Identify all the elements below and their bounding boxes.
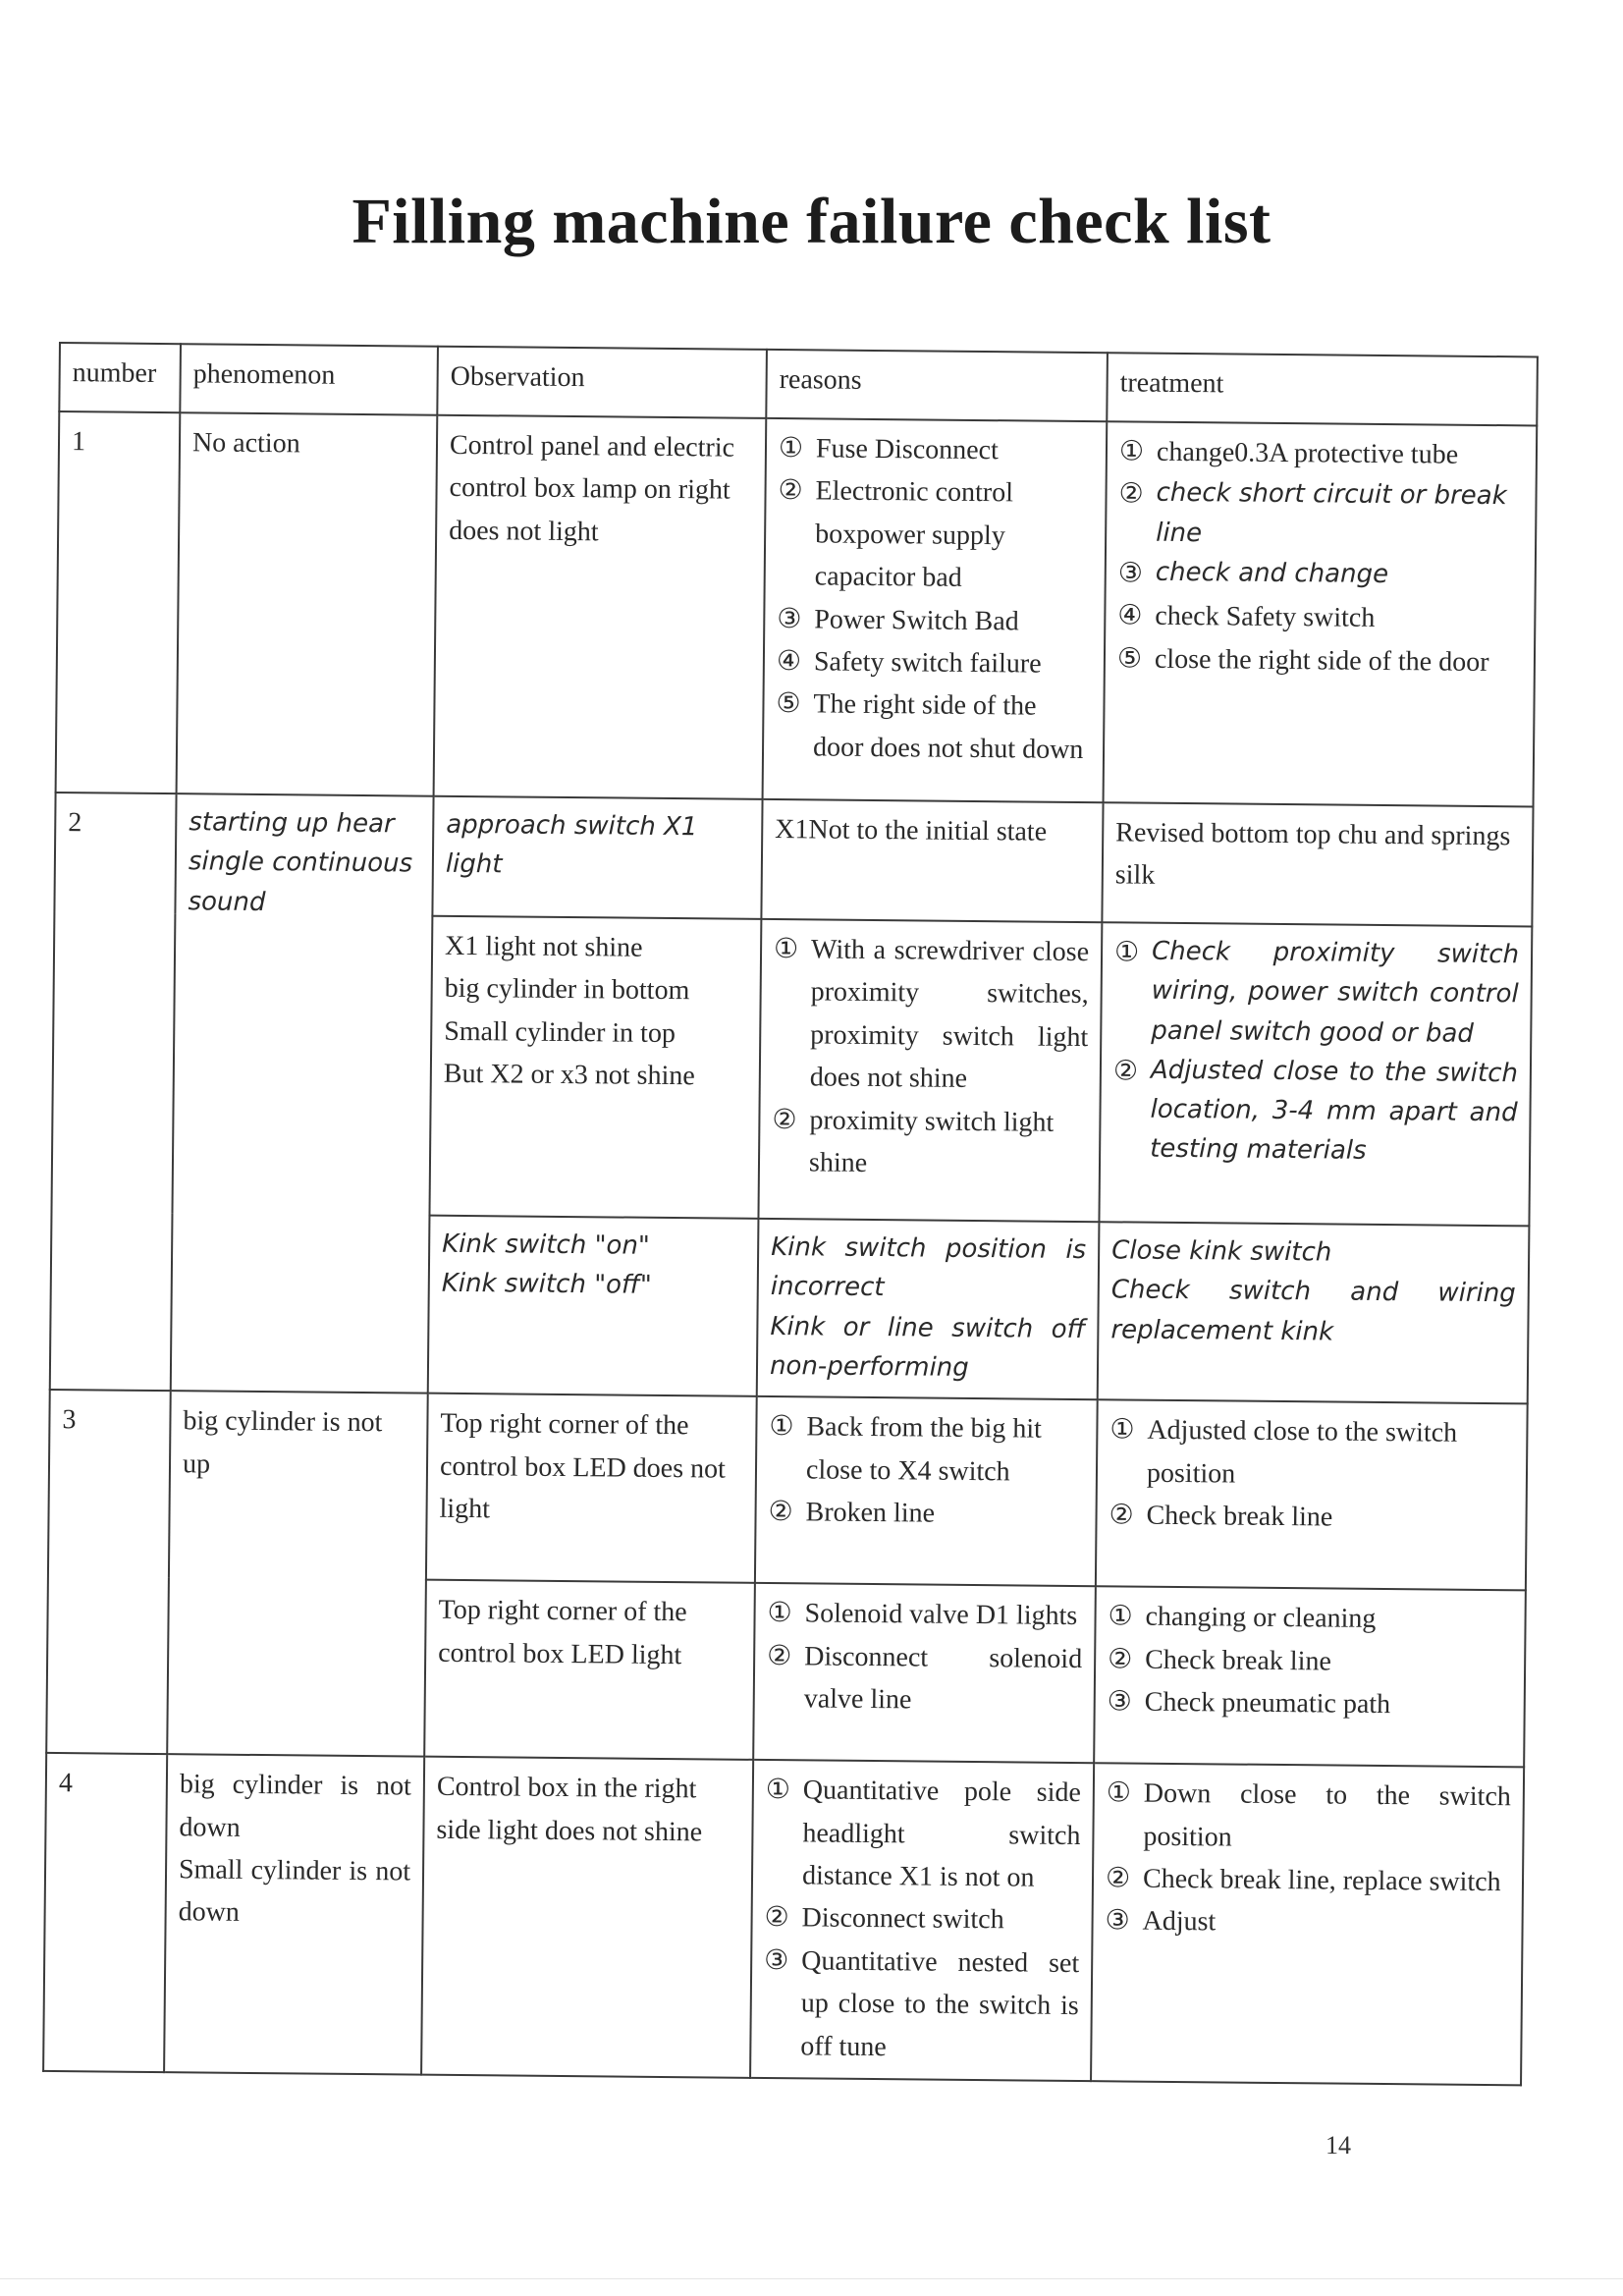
list-marker: ①: [1108, 1601, 1133, 1632]
list-item: proximity switch light shine: [808, 1104, 1055, 1178]
header-observation: Observation: [437, 347, 767, 418]
row1-treatment: [1104, 421, 1538, 806]
table-wrapper: [42, 342, 1537, 2086]
list-item: Kink switch "off": [441, 1269, 652, 1301]
list-marker: ①: [1106, 1777, 1132, 1809]
list-marker: ②: [772, 1104, 797, 1135]
row2-sub2-reasons: [758, 919, 1102, 1222]
row4-treatment: [1091, 1763, 1524, 2085]
list-item: Check break line, replace switch: [1142, 1863, 1501, 1898]
list-marker: ②: [767, 1640, 792, 1671]
list-item: Close kink switch: [1111, 1235, 1332, 1268]
scan-edge-divider: [0, 2278, 1623, 2279]
row1-phenomenon: No action: [177, 412, 438, 795]
list-item: change0.3A protective tube: [1156, 436, 1459, 470]
list-item: check Safety switch: [1155, 601, 1376, 634]
list-item: The right side of the door does not shut down: [812, 688, 1084, 765]
row2-sub1-observation: approach switch X1 light: [432, 796, 762, 919]
row3-number: 3: [46, 1390, 171, 1754]
list-marker: ③: [764, 1944, 789, 1976]
list-item: Quantitative pole side headlight switch distance X1 is not on: [801, 1775, 1082, 1893]
list-item: big cylinder in bottom: [444, 973, 690, 1007]
list-marker: ③: [1107, 1686, 1133, 1718]
row3-sub2-reasons: [753, 1583, 1096, 1763]
list-marker: ③: [1117, 558, 1144, 589]
row1-number: 1: [56, 411, 181, 793]
list-item: Down close to the switch position: [1143, 1777, 1511, 1853]
list-marker: ⑤: [1116, 643, 1143, 675]
list-marker: ②: [778, 475, 803, 507]
header-phenomenon: phenomenon: [180, 344, 438, 415]
list-item: Broken line: [805, 1497, 936, 1529]
row4-number: 4: [43, 1753, 167, 2072]
list-marker: ①: [773, 934, 799, 965]
list-item: X1 light not shine: [444, 930, 643, 963]
list-marker: ②: [1118, 478, 1144, 511]
list-item: Small cylinder is not down: [178, 1854, 411, 1929]
list-item: Kink switch position is incorrect: [770, 1232, 1087, 1303]
list-item: Kink switch "on": [442, 1229, 650, 1261]
list-item: Kink or line switch off non-performing: [769, 1311, 1086, 1383]
list-item: Safety switch failure: [813, 646, 1042, 680]
table-row: [48, 1390, 1528, 1590]
list-marker: ①: [1113, 937, 1140, 968]
row4-phenomenon: [164, 1754, 424, 2074]
row2-sub2-treatment: [1099, 922, 1532, 1226]
row3-sub2-observation: Top right corner of the control box LED light: [424, 1580, 755, 1760]
list-marker: ②: [768, 1496, 793, 1528]
table-row: [43, 1753, 1524, 2085]
page-number: 14: [1325, 2131, 1351, 2159]
list-item: Adjust: [1142, 1906, 1217, 1938]
list-item: Back from the big hit close to X4 switch: [805, 1411, 1043, 1487]
list-marker: ⑤: [776, 688, 801, 720]
row2-sub1-reasons: X1Not to the initial state: [761, 799, 1103, 922]
row2-sub3-observation: [428, 1216, 759, 1396]
list-item: Quantitative nested set up close to the switch is off tune: [800, 1945, 1080, 2062]
list-item: Small cylinder in top: [444, 1015, 676, 1049]
list-marker: ①: [778, 433, 804, 465]
row4-reasons: [750, 1760, 1094, 2081]
header-treatment: treatment: [1107, 353, 1538, 425]
document-title: Filling machine failure check list: [352, 186, 1271, 257]
list-marker: ②: [1112, 1056, 1139, 1087]
list-item: Solenoid valve D1 lights: [804, 1598, 1078, 1632]
list-item: Disconnect solenoid valve line: [803, 1640, 1083, 1716]
row3-sub2-treatment: [1094, 1586, 1526, 1767]
row2-sub2-observation: [429, 916, 761, 1219]
list-item: With a screwdriver close proximity switches, proximity switch light does not shine: [809, 934, 1090, 1095]
list-marker: ①: [1109, 1414, 1135, 1446]
list-item: Power Switch Bad: [814, 603, 1019, 636]
row4-observation: Control box in the right side light does not shine: [421, 1757, 753, 2078]
list-item: But X2 or x3 not shine: [443, 1058, 695, 1092]
row1-observation: Control panel and electric control box lamp on right does not light: [434, 415, 767, 799]
table-row: [56, 411, 1538, 806]
list-item: Check switch and wiring replacement kink: [1110, 1275, 1516, 1347]
list-marker: ②: [1105, 1863, 1131, 1894]
list-item: Adjusted close to the switch position: [1146, 1414, 1458, 1490]
row3-sub1-reasons: [755, 1396, 1098, 1586]
header-number: number: [59, 343, 181, 412]
failure-check-table: [42, 342, 1539, 2086]
list-marker: ③: [1105, 1905, 1130, 1937]
list-marker: ①: [769, 1411, 794, 1443]
list-marker: ②: [1108, 1643, 1133, 1675]
list-marker: ④: [776, 645, 802, 678]
list-item: check and change: [1155, 557, 1389, 589]
row2-phenomenon: starting up hear single continuous sound: [171, 793, 434, 1394]
list-item: big cylinder is not down: [179, 1769, 412, 1843]
list-item: Check proximity switch wiring, power switch control panel switch good or bad: [1151, 936, 1520, 1049]
list-item: Electronic control boxpower supply capacitor bad: [814, 475, 1014, 594]
list-item: Check pneumatic path: [1144, 1686, 1391, 1721]
list-item: Check break line: [1145, 1644, 1332, 1677]
list-marker: ①: [1118, 436, 1145, 467]
row2-sub3-treatment: [1098, 1222, 1530, 1403]
list-marker: ①: [767, 1598, 792, 1629]
list-item: changing or cleaning: [1145, 1601, 1377, 1635]
list-marker: ④: [1117, 600, 1143, 631]
list-marker: ②: [764, 1902, 789, 1934]
list-marker: ③: [777, 603, 802, 634]
list-item: Check break line: [1146, 1500, 1333, 1533]
list-marker: ①: [765, 1775, 791, 1806]
row3-sub1-treatment: [1096, 1399, 1528, 1590]
list-item: check short circuit or break line: [1156, 478, 1507, 548]
list-marker: ②: [1109, 1500, 1134, 1531]
row1-reasons: [763, 418, 1108, 802]
table-row: [54, 793, 1533, 926]
row3-sub1-observation: Top right corner of the control box LED does not light: [426, 1394, 757, 1583]
row2-sub1-treatment: Revised bottom top chu and springs silk: [1102, 802, 1533, 926]
list-item: close the right side of the door: [1154, 643, 1489, 678]
row2-number: 2: [50, 793, 177, 1391]
row3-phenomenon: big cylinder is not up: [167, 1391, 428, 1756]
list-item: Disconnect switch: [801, 1902, 1004, 1936]
list-item: Adjusted close to the switch location, 3-4 mm apart and testing materials: [1150, 1055, 1519, 1167]
list-item: Fuse Disconnect: [815, 433, 999, 466]
header-reasons: reasons: [766, 350, 1108, 421]
row2-sub3-reasons: [757, 1219, 1100, 1400]
